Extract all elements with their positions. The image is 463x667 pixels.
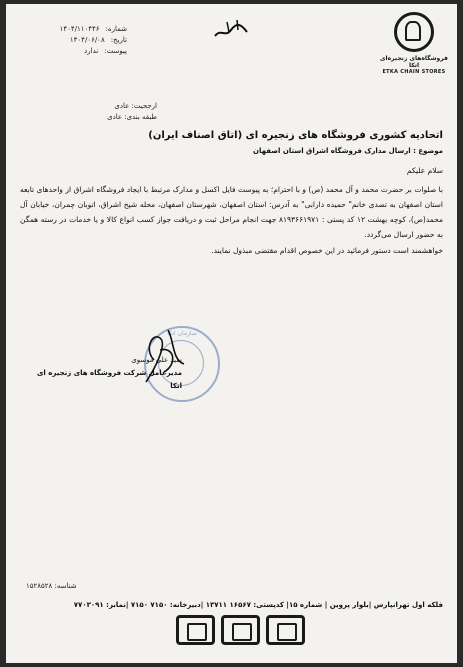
footer-logo-icon-1 xyxy=(176,615,215,645)
etka-logo xyxy=(379,12,449,75)
letter-body: با صلوات بر حضرت محمد و آل محمد (ص) و با احترام؛ به پیوست فایل اکسل و مدارک مرتبط با ایجاد فروشگاه اشراق از واحدهای تابعه استان اصفهان به تصدی خانم" حمیده دارابی" به آدرس: استان اصفهان، شهرستان اصفهان، محله شیخ اشراق، اتوبان چمران، خیابان آل محمد(ص)، کوچه بهشت ۱۲ کد پستی : ۸۱۹۳۶۶۱۹۷۱ جهت انجام مراحل ثبت و دریافت جواز کسب انواع کالا و یا خدمات در رسته همگن به حضور ارسال می‌گردد. xyxy=(20,185,443,239)
logo-english-text: ETKA CHAIN STORES xyxy=(382,69,446,75)
classification-text: طبقه بندی: عادی xyxy=(107,113,157,121)
footer-logo-icon-2 xyxy=(221,615,260,645)
footer-address: فلکه اول تهرانپارس |بلوار پروین | شماره ۱۵| کدپستی: ۱۶۵۶۷ ۱۳۷۱۱ |دبیرخانه: ۷۱۵۰ ۷۱۵۰ |نمابر: ۷۷۰۳۰۹۱ xyxy=(73,601,443,609)
signatory-name: سید علی موسوی xyxy=(131,356,182,364)
subject-line: موضوع : ارسال مدارک فروشگاه اشراق استان اصفهان xyxy=(253,147,443,155)
number-label: شماره: xyxy=(105,25,127,33)
footer-logos xyxy=(176,615,306,647)
greeting: سلام علیکم xyxy=(406,166,443,175)
attachment-value: ندارد xyxy=(84,47,99,55)
number-row xyxy=(17,24,127,35)
date-value: ۱۴۰۴/۰۶/۰۸ xyxy=(69,36,105,44)
date-row xyxy=(17,35,127,46)
stamp-text: سازمان اتکا xyxy=(167,330,197,337)
footer-logo-icon-3 xyxy=(266,615,305,645)
urgency-text: ارجحیت: عادی xyxy=(114,102,157,110)
letter-meta xyxy=(17,24,127,57)
closing-line: خواهشمند است دستور فرمائید در این خصوص اقدام مقتضی مبذول نمایند. xyxy=(211,246,443,255)
attachment-label: پیوست: xyxy=(104,47,127,55)
date-label: تاریخ: xyxy=(110,36,127,44)
signatory-title: مدیرعامل شرکت فروشگاه های زنجیره ای اتکا xyxy=(36,369,182,390)
signatory xyxy=(32,354,182,393)
attachment-row xyxy=(17,46,127,57)
classification-block xyxy=(7,101,157,123)
logo-persian-text: فروشگاه‌های زنجیره‌ای اتکا xyxy=(380,55,448,69)
etka-emblem-icon xyxy=(394,12,434,52)
recipient: اتحادیه کشوری فروشگاه های زنجیره ای (اتاق اصناف ایران) xyxy=(148,130,443,141)
document-id: شناسه: ۱۵۲۸۵۲۸ xyxy=(26,582,77,590)
number-value: ۱۴۰۴/۱۱۰۴۴۶ xyxy=(59,25,100,33)
letter-page xyxy=(6,4,457,663)
calligraphy-heading-icon xyxy=(211,18,251,42)
